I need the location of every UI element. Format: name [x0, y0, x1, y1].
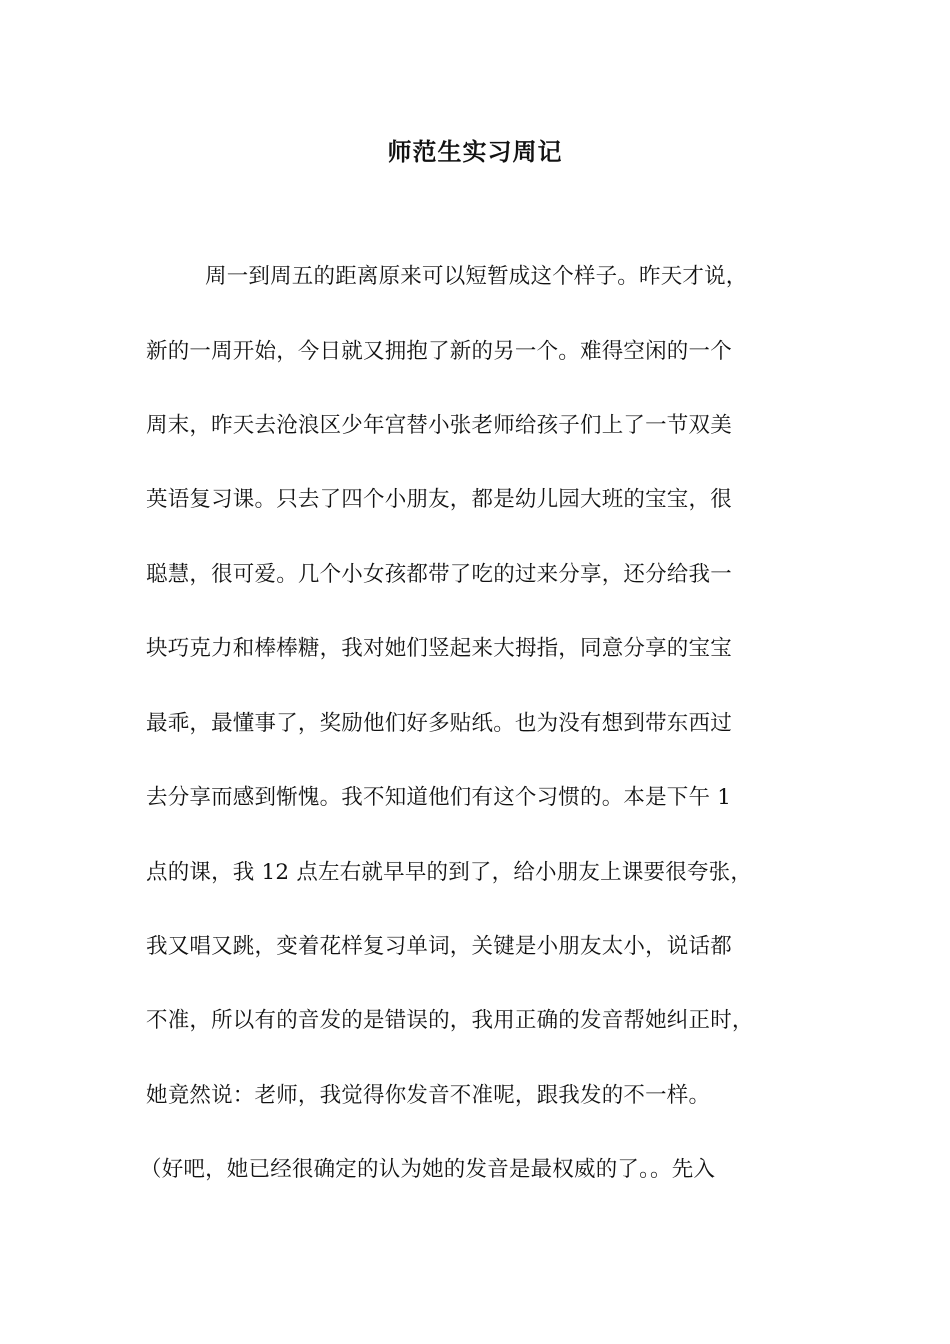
paragraph-line: 英语复习课。只去了四个小朋友，都是幼儿园大班的宝宝，很 — [146, 487, 732, 512]
paragraph-line: 聪慧，很可爱。几个小女孩都带了吃的过来分享，还分给我一 — [146, 562, 732, 587]
paragraph-line: 她竟然说：老师，我觉得你发音不准呢，跟我发的不一样。 — [146, 1083, 711, 1108]
paragraph-line: （好吧，她已经很确定的认为她的发音是最权威的了。。先入 — [140, 1157, 716, 1182]
paragraph-line: 点的课，我 12 点左右就早早的到了，给小朋友上课要很夸张， — [146, 860, 753, 885]
paragraph-line: 新的一周开始，今日就又拥抱了新的另一个。难得空闲的一个 — [146, 339, 732, 364]
paragraph-line: 块巧克力和棒棒糖，我对她们竖起来大拇指，同意分享的宝宝 — [146, 636, 732, 661]
paragraph-line: 不准，所以有的音发的是错误的，我用正确的发音帮她纠正时， — [146, 1008, 754, 1033]
document-title: 师范生实习周记 — [387, 137, 563, 166]
paragraph-line: 周一到周五的距离原来可以短暂成这个样子。昨天才说， — [205, 264, 748, 289]
paragraph-line: 周末，昨天去沧浪区少年宫替小张老师给孩子们上了一节双美 — [146, 413, 732, 438]
paragraph-line: 去分享而感到惭愧。我不知道他们有这个习惯的。本是下午 1 — [146, 785, 732, 810]
paragraph-line: 我又唱又跳，变着花样复习单词，关键是小朋友太小，说话都 — [146, 934, 732, 959]
paragraph-line: 最乖，最懂事了，奖励他们好多贴纸。也为没有想到带东西过 — [146, 711, 732, 736]
